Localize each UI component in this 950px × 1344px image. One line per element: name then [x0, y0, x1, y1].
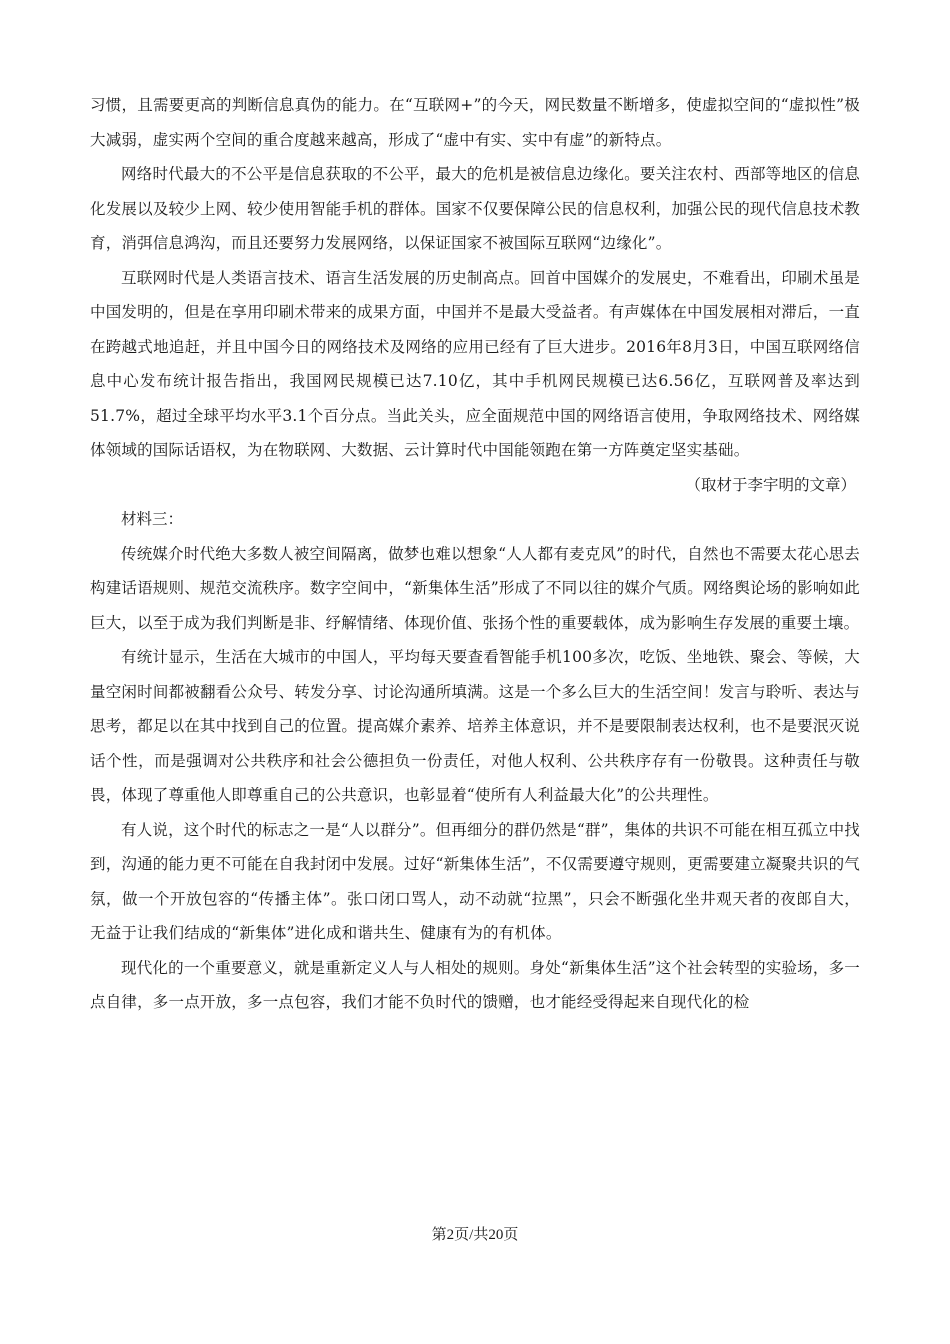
material-heading: 材料三： — [121, 510, 184, 528]
source-citation: （取材于李宇明的文章） — [685, 475, 856, 494]
paragraph-modernization: 现代化的一个重要意义，就是重新定义人与人相处的规则。身处“新集体生活”这个社会转型的实验场，多一点自律，多一点开放，多一点包容，我们才能不负时代的馈赠，也才能经受得起来自现代化的检 — [90, 958, 860, 1011]
paragraph-continued: 习惯，且需要更高的判断信息真伪的能力。在“互联网+”的今天，网民数量不断增多，使虚拟空间的“虚拟性”极大减弱，虚实两个空间的重合度越来越高，形成了“虚中有实、实中有虚”的新特点。 — [90, 96, 860, 149]
page-number-footer: 第2页/共20页 — [431, 1227, 519, 1243]
paragraph-traditional-media: 传统媒介时代绝大多数人被空间隔离，做梦也难以想象“人人都有麦克风”的时代，自然也不需要太花心思去构建话语规则、规范交流秩序。数字空间中，“新集体生活”形成了不同以往的媒介气质。网络舆论场的影响如此巨大，以至于成为我们判断是非、纾解情绪、体现价值、张扬个性的重要载体，成为影响生存发展的重要土壤。 — [90, 544, 860, 632]
paragraph-information-inequality: 网络时代最大的不公平是信息获取的不公平，最大的危机是被信息边缘化。要关注农村、西部等地区的信息化发展以及较少上网、较少使用智能手机的群体。国家不仅要保障公民的信息权利，加强公民的现代信息技术教育，消弭信息鸿沟，而且还要努力发展网络，以保证国家不被国际互联网“边缘化”。 — [90, 165, 860, 252]
document-page — [90, 88, 860, 1020]
paragraph-group-division: 有人说，这个时代的标志之一是“人以群分”。但再细分的群仍然是“群”，集体的共识不可能在相互孤立中找到，沟通的能力更不可能在自我封闭中发展。过好“新集体生活”，不仅需要遵守规则，更需要建立凝聚共识的气氛，做一个开放包容的“传播主体”。张口闭口骂人，动不动就“拉黑”，只会不断强化坐井观天者的夜郎自大，无益于让我们结成的“新集体”进化成和谐共生、健康有为的有机体。 — [90, 820, 860, 942]
paragraph-internet-era: 互联网时代是人类语言技术、语言生活发展的历史制高点。回首中国媒介的发展史，不难看出，印刷术虽是中国发明的，但是在享用印刷术带来的成果方面，中国并不是最大受益者。有声媒体在中国发展相对滞后，一直在跨越式地追赶，并且中国今日的网络技术及网络的应用已经有了巨大进步。2016年8月3日，中国互联网络信息中心发布统计报告指出，我国网民规模已达7.10亿，其中手机网民规模已达6.56亿，互联网普及率达到51.7%，超过全球平均水平3.1个百分点。当此关头，应全面规范中国的网络语言使用，争取网络技术、网络媒体领域的国际话语权，为在物联网、大数据、云计算时代中国能领跑在第一方阵奠定坚实基础。 — [90, 268, 860, 459]
paragraph-statistics: 有统计显示，生活在大城市的中国人，平均每天要查看智能手机100多次，吃饭、坐地铁、聚会、等候，大量空闲时间都被翻看公众号、转发分享、讨论沟通所填满。这是一个多么巨大的生活空间！发言与聆听、表达与思考，都足以在其中找到自己的位置。提高媒介素养、培养主体意识，并不是要限制表达权利，也不是要泯灭说话个性，而是强调对公共秩序和社会公德担负一份责任，对他人权利、公共秩序存有一份敬畏。这种责任与敬畏，体现了尊重他人即尊重自己的公共意识，也彰显着“使所有人利益最大化”的公共理性。 — [90, 648, 860, 804]
